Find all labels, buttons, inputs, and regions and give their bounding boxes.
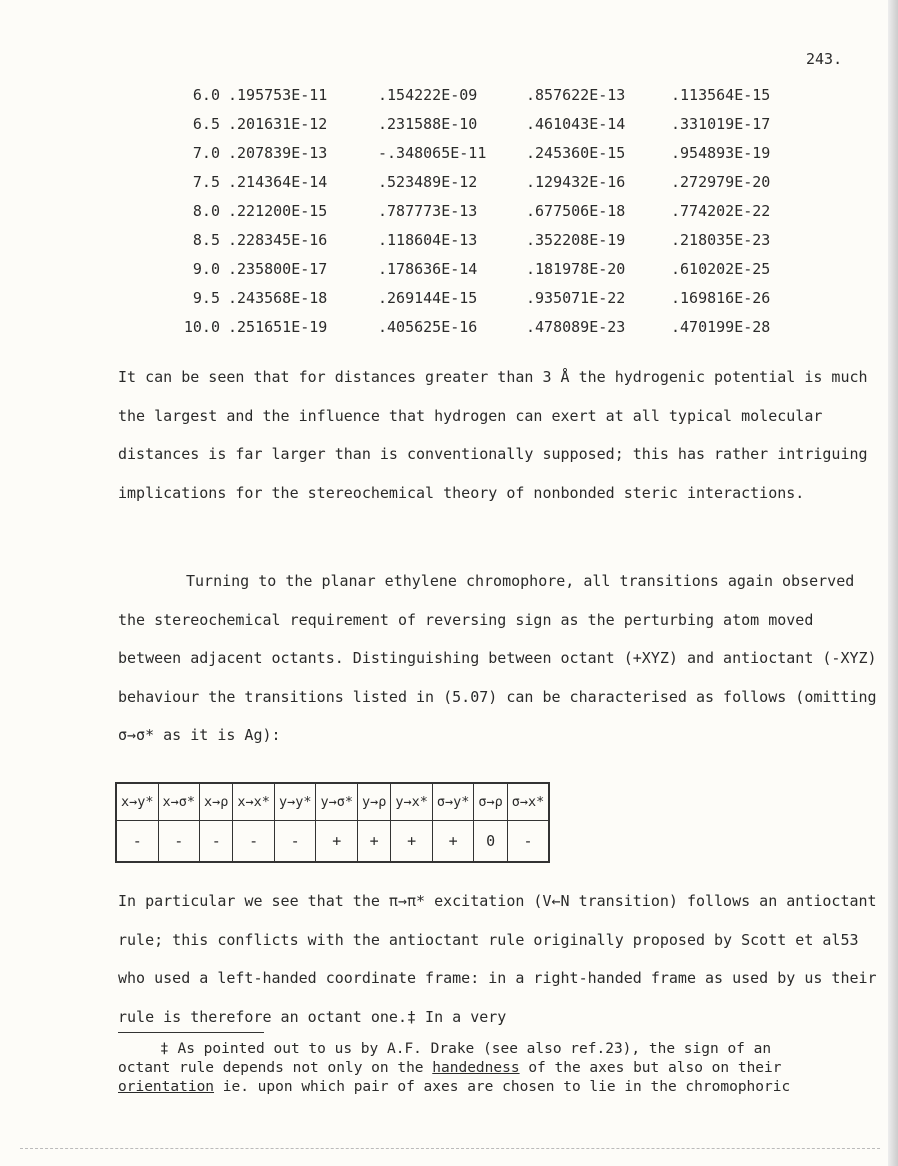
table-row (140, 80, 791, 109)
value-cell: .195753E-11 (228, 85, 328, 104)
value-cell: .178636E-14 (378, 259, 478, 278)
transition-header-cell: x→y* (116, 783, 158, 821)
transition-sign-cell: - (507, 821, 549, 863)
transition-sign-cell: - (158, 821, 200, 863)
distance-cell: 7.5 (192, 172, 220, 191)
distance-cell: 6.5 (192, 114, 220, 133)
value-cell: .245360E-15 (526, 143, 626, 162)
transition-sign-cell: + (357, 821, 390, 863)
value-cell: .857622E-13 (526, 85, 626, 104)
paragraph-antioctant-rule: In particular we see that the π→π* excitation (V←N transition) follows an antioctant rule; this conflicts with the antioctant rule originally proposed by Scott et al53 who used a left-handed coordinate frame: in a right-handed frame as used by us their rule is therefore an octant one.‡ In a very (118, 892, 877, 1026)
value-cell: .787773E-13 (378, 201, 478, 220)
transitions-table (115, 782, 550, 863)
footnote-line-3: orientation ie. upon which pair of axes are chosen to lie in the chromophoric (118, 1079, 791, 1095)
value-cell: .470199E-28 (671, 317, 771, 336)
footnote-marker: ‡ (160, 1041, 169, 1057)
value-cell: -.348065E-11 (378, 143, 487, 162)
transition-header-cell: y→ρ (357, 783, 390, 821)
transition-header-cell: y→y* (274, 783, 316, 821)
values-table (140, 80, 791, 341)
footnote-divider (118, 1032, 264, 1033)
value-cell: .181978E-20 (526, 259, 626, 278)
transition-header-cell: σ→y* (432, 783, 474, 821)
distance-cell: 10.0 (183, 317, 220, 336)
distance-cell: 8.5 (192, 230, 220, 249)
value-cell: .774202E-22 (671, 201, 771, 220)
transition-sign-cell: + (391, 821, 433, 863)
value-cell: .218035E-23 (671, 230, 771, 249)
value-cell: .207839E-13 (228, 143, 328, 162)
value-cell: .169816E-26 (671, 288, 771, 307)
transition-header-cell: y→x* (391, 783, 433, 821)
value-cell: .331019E-17 (671, 114, 771, 133)
distance-cell: 9.0 (192, 259, 220, 278)
value-cell: .677506E-18 (526, 201, 626, 220)
table-row (140, 167, 791, 196)
value-cell: .228345E-16 (228, 230, 328, 249)
transition-header-cell: x→σ* (158, 783, 200, 821)
value-cell: .610202E-25 (671, 259, 771, 278)
transition-sign-cell: - (200, 821, 233, 863)
table-row (140, 109, 791, 138)
transition-header-cell: x→ρ (200, 783, 233, 821)
value-cell: .214364E-14 (228, 172, 328, 191)
paragraph-hydrogenic-potential: It can be seen that for distances greater than 3 Å the hydrogenic potential is much the largest and the influence that hydrogen can exert at all typical molecular distances is far larger than is conventionally supposed; this has rather intriguing implications for the stereochemical theory of nonbonded steric interactions. (118, 368, 868, 502)
value-cell: .269144E-15 (378, 288, 478, 307)
value-cell: .118604E-13 (378, 230, 478, 249)
transition-sign-cell: - (233, 821, 275, 863)
value-cell: .352208E-19 (526, 230, 626, 249)
value-cell: .478089E-23 (526, 317, 626, 336)
paragraph-ethylene-chromophore: Turning to the planar ethylene chromophore, all transitions again observed the stereochemical requirement of reversing sign as the perturbing atom moved between adjacent octants. Distinguishing between octant (+XYZ) and antioctant (-XYZ) behaviour the transitions listed in (5.07) can be characterised as follows (omitting σ→σ* as it is Ag): (118, 572, 877, 744)
transition-header-cell: x→x* (233, 783, 275, 821)
distance-cell: 8.0 (192, 201, 220, 220)
distance-cell: 9.5 (192, 288, 220, 307)
table-row (140, 254, 791, 283)
transition-sign-cell: + (316, 821, 358, 863)
transition-sign-cell: - (274, 821, 316, 863)
distance-cell: 7.0 (192, 143, 220, 162)
transitions-header-row (116, 783, 549, 821)
footnote (118, 1040, 878, 1097)
value-cell: .251651E-19 (228, 317, 328, 336)
transition-header-cell: σ→x* (507, 783, 549, 821)
value-cell: .405625E-16 (378, 317, 478, 336)
value-cell: .523489E-12 (378, 172, 478, 191)
value-cell: .935071E-22 (526, 288, 626, 307)
transition-sign-cell: 0 (474, 821, 507, 863)
table-row (140, 312, 791, 341)
transition-sign-cell: - (116, 821, 158, 863)
value-cell: .235800E-17 (228, 259, 328, 278)
value-cell: .231588E-10 (378, 114, 478, 133)
value-cell: .461043E-14 (526, 114, 626, 133)
transitions-sign-row (116, 821, 549, 863)
table-row (140, 196, 791, 225)
value-cell: .154222E-09 (378, 85, 478, 104)
footnote-line-1: ‡ As pointed out to us by A.F. Drake (see also ref.23), the sign of an (160, 1041, 772, 1057)
table-row (140, 138, 791, 167)
footnote-line-2: octant rule depends not only on the handedness of the axes but also on their (118, 1060, 782, 1076)
table-row (140, 225, 791, 254)
transition-header-cell: y→σ* (316, 783, 358, 821)
transition-header-cell: σ→ρ (474, 783, 507, 821)
bottom-edge-mark (20, 1148, 880, 1149)
page-number: 243. (806, 50, 843, 68)
transition-sign-cell: + (432, 821, 474, 863)
value-cell: .221200E-15 (228, 201, 328, 220)
value-cell: .954893E-19 (671, 143, 771, 162)
value-cell: .129432E-16 (526, 172, 626, 191)
table-row (140, 283, 791, 312)
page-edge (888, 0, 898, 1166)
value-cell: .201631E-12 (228, 114, 328, 133)
value-cell: .243568E-18 (228, 288, 328, 307)
value-cell: .272979E-20 (671, 172, 771, 191)
value-cell: .113564E-15 (671, 85, 771, 104)
distance-cell: 6.0 (192, 85, 220, 104)
